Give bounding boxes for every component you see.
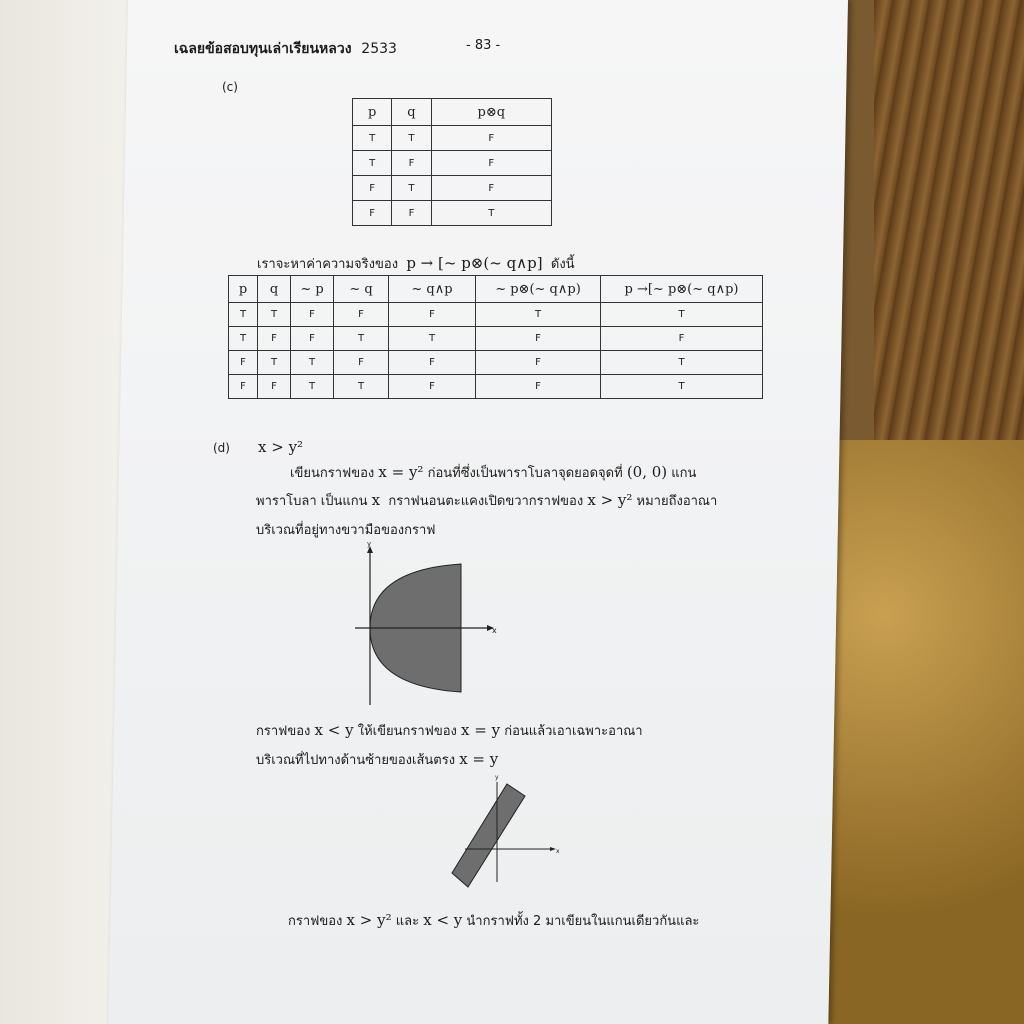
para3-line1: กราฟของ x > y² และ x < y นำกราฟทั้ง 2 มาเขียนในแกนเดียวกันและ	[288, 911, 700, 929]
table-cell: T	[229, 303, 258, 327]
table-cell: F	[392, 201, 431, 226]
table-cell: T	[431, 201, 551, 226]
truth-table-1	[352, 98, 552, 226]
table-cell: F	[476, 375, 601, 399]
table-cell: F	[334, 351, 389, 375]
table-cell: F	[353, 201, 392, 226]
table-row	[353, 201, 552, 226]
table-header-cell: ~ q	[334, 276, 389, 303]
y-axis-label: y	[367, 540, 372, 548]
page-header-title: เฉลยข้อสอบทุนเล่าเรียนหลวง 2533	[174, 41, 397, 57]
table-cell: F	[431, 151, 551, 176]
table-header-cell: ~ p⊗(~ q∧p)	[476, 276, 601, 303]
table-cell: T	[392, 126, 431, 151]
table-row	[229, 351, 763, 375]
table-cell: T	[291, 375, 334, 399]
para1-line1: เขียนกราฟของ x = y² ก่อนที่ซึ่งเป็นพาราโบลาจุดยอดจุดที่ (0, 0) แกน	[290, 463, 697, 481]
para1-line3: บริเวณที่อยู่ทางขวามือของกราฟ	[256, 523, 436, 538]
page-number: - 83 -	[466, 38, 501, 53]
table-row	[353, 151, 552, 176]
table-cell: T	[601, 351, 763, 375]
table-cell: F	[291, 303, 334, 327]
table-cell: F	[389, 303, 476, 327]
table-row	[353, 126, 552, 151]
table-header-row	[229, 276, 763, 303]
table-header-row	[353, 99, 552, 126]
table-cell: T	[334, 375, 389, 399]
truth-table-1-body	[353, 126, 552, 226]
table-cell: T	[601, 303, 763, 327]
x-axis-label: x	[556, 848, 560, 855]
table-cell: T	[353, 126, 392, 151]
table-cell: T	[334, 327, 389, 351]
table-cell: F	[258, 327, 291, 351]
table-header-cell: p →[~ p⊗(~ q∧p)	[601, 276, 763, 303]
table-header-cell: ~ q∧p	[389, 276, 476, 303]
table-cell: F	[431, 176, 551, 201]
table-row	[229, 375, 763, 399]
table-header-cell: q	[392, 99, 431, 126]
table-cell: F	[389, 375, 476, 399]
graph-line-region	[445, 772, 565, 892]
table-cell: T	[258, 351, 291, 375]
table-cell: F	[291, 327, 334, 351]
table-row	[229, 327, 763, 351]
shaded-region	[452, 784, 525, 887]
table2-intro: เราจะหาค่าความจริงของ p → [~ p⊗(~ q∧p] ดังนี้	[257, 254, 575, 272]
x-axis-label: x	[492, 626, 497, 635]
y-axis-label: y	[495, 774, 499, 781]
table-cell: T	[601, 375, 763, 399]
graph-parabola-region	[350, 540, 510, 710]
table-cell: F	[229, 375, 258, 399]
para2-line1: กราฟของ x < y ให้เขียนกราฟของ x = y ก่อนแล้วเอาเฉพาะอาณา	[256, 721, 643, 739]
truth-table-2	[228, 275, 763, 399]
part-d-inequality: x > y²	[258, 438, 304, 456]
part-d-label: (d)	[213, 441, 230, 455]
table-cell: F	[392, 151, 431, 176]
table-header-cell: p	[229, 276, 258, 303]
para2-line2: บริเวณที่ไปทางด้านซ้ายของเส้นตรง x = y	[256, 750, 499, 768]
table-header-cell: p	[353, 99, 392, 126]
part-c-label: (c)	[222, 80, 238, 94]
table-row	[229, 303, 763, 327]
wood-surface	[874, 0, 1024, 470]
table-cell: F	[431, 126, 551, 151]
table-cell: T	[476, 303, 601, 327]
truth-table-2-body	[229, 303, 763, 399]
table-cell: F	[334, 303, 389, 327]
table-cell: F	[389, 351, 476, 375]
table-header-cell: p⊗q	[431, 99, 551, 126]
table-row	[353, 176, 552, 201]
table-cell: F	[229, 351, 258, 375]
para1-line2: พาราโบลา เป็นแกน x กราฟนอนตะแคงเปิดขวากราฟของ x > y² หมายถึงอาณา	[256, 491, 718, 509]
table-cell: T	[392, 176, 431, 201]
table-header-cell: ~ p	[291, 276, 334, 303]
table-cell: F	[353, 176, 392, 201]
table-header-cell: q	[258, 276, 291, 303]
table-cell: T	[229, 327, 258, 351]
table-cell: F	[601, 327, 763, 351]
table-cell: T	[389, 327, 476, 351]
table-cell: F	[476, 351, 601, 375]
table-cell: F	[258, 375, 291, 399]
table-cell: T	[291, 351, 334, 375]
table-cell: T	[353, 151, 392, 176]
gold-cloth	[824, 440, 1024, 1024]
table-cell: T	[258, 303, 291, 327]
table-cell: F	[476, 327, 601, 351]
